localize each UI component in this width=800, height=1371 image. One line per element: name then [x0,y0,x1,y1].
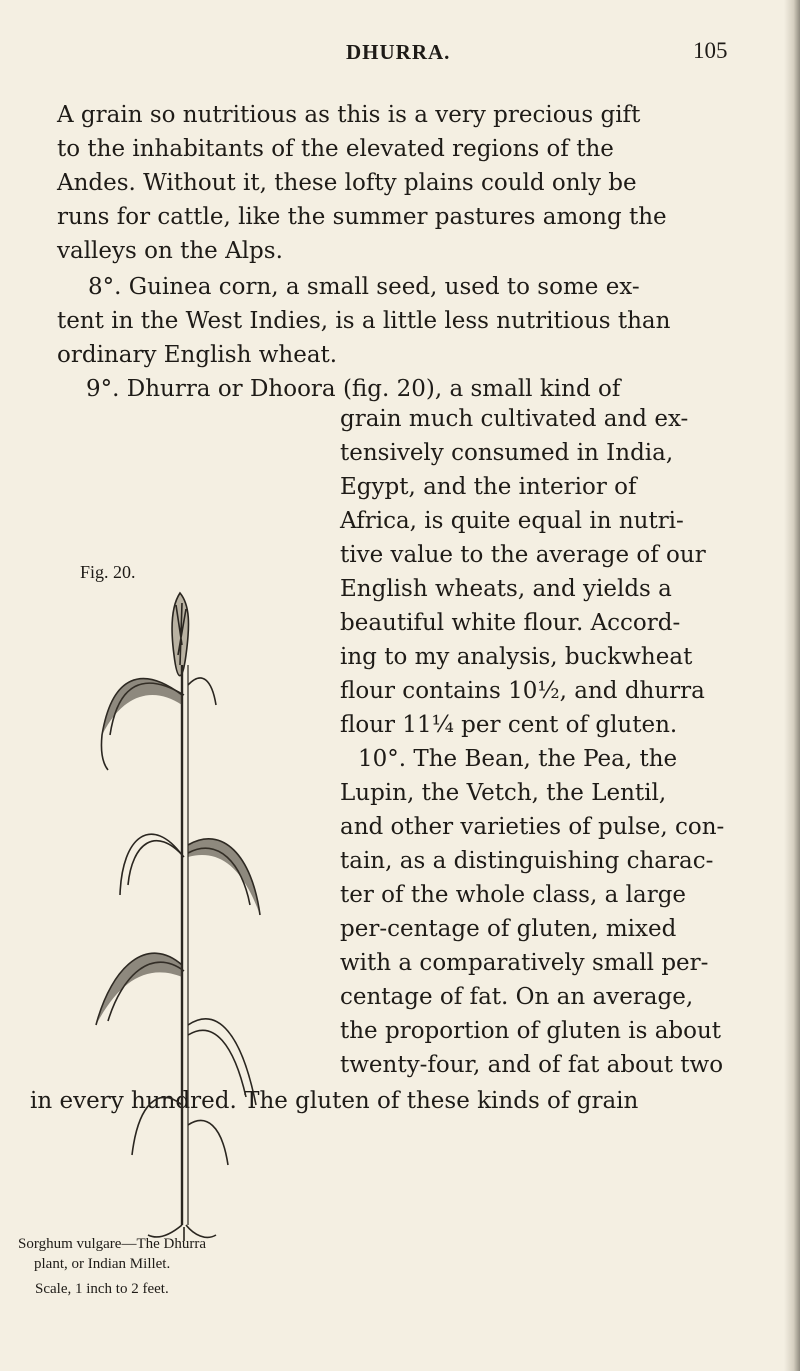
text-line: ordinary English wheat. [57,342,338,368]
text-line: 9°. Dhurra or Dhoora (fig. 20), a small kind of [86,376,621,402]
dhurra-plant-illustration [82,585,282,1245]
text-line: A grain so nutritious as this is a very precious gift [57,102,641,128]
text-line: centage of fat. On an average, [340,984,694,1010]
figure-caption-scale: Scale, 1 inch to 2 feet. [35,1281,169,1297]
figure-label: Fig. 20. [80,562,136,582]
text-line: ing to my analysis, buckwheat [340,644,693,670]
text-line: Lupin, the Vetch, the Lentil, [340,780,667,806]
text-line: Andes. Without it, these lofty plains could only be [57,170,637,196]
text-line: flour 11¼ per cent of gluten. [340,712,678,738]
text-line: ter of the whole class, a large [340,882,687,908]
figure-caption-line-1: Sorghum vulgare—The Dhurra [18,1236,207,1252]
text-line: tensively consumed in India, [340,440,674,466]
text-line: twenty-four, and of fat about two [340,1052,724,1078]
running-head: DHURRA. [346,40,451,64]
text-line: valleys on the Alps. [57,238,283,264]
text-line: tain, as a distinguishing charac- [340,848,714,874]
page-edge-shadow [784,0,800,1371]
text-line: the proportion of gluten is about [340,1018,722,1044]
text-line: runs for cattle, like the summer pastures among the [57,204,667,230]
text-line: English wheats, and yields a [340,576,672,602]
text-line: with a comparatively small per- [340,950,709,976]
text-line: tent in the West Indies, is a little less nutritious than [57,308,671,334]
text-line: Africa, is quite equal in nutri- [340,508,684,534]
text-line: to the inhabitants of the elevated regions of the [57,136,614,162]
text-line: Egypt, and the interior of [340,474,637,500]
text-line: flour contains 10½, and dhurra [340,678,705,704]
page-number: 105 [693,38,728,63]
text-line: in every hundred. The gluten of these kinds of grain [30,1088,639,1114]
text-line: beautiful white flour. Accord- [340,610,681,636]
text-line: 8°. Guinea corn, a small seed, used to some ex- [88,274,640,300]
text-line: 10°. The Bean, the Pea, the [358,746,678,772]
text-line: tive value to the average of our [340,542,706,568]
text-line: per-centage of gluten, mixed [340,916,677,942]
text-line: and other varieties of pulse, con- [340,814,725,840]
page-header [0,36,800,76]
figure-caption-line-2: plant, or Indian Millet. [34,1256,171,1272]
text-line: grain much cultivated and ex- [340,406,689,432]
